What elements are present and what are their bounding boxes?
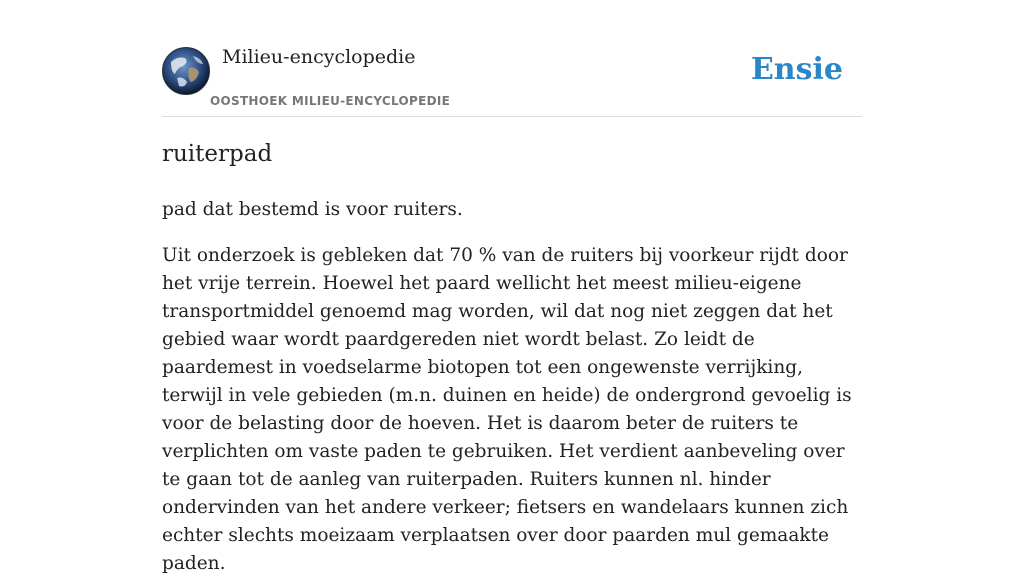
site-header xyxy=(162,44,862,117)
earth-globe-icon[interactable] xyxy=(162,47,210,95)
ensie-logo-link[interactable]: Ensie xyxy=(750,52,843,87)
article xyxy=(162,138,862,578)
article-body: Uit onderzoek is gebleken dat 70 % van de ruiters bij voorkeur rijdt door het vrije terrein. Hoewel het paard wellicht het meest milieu-eigene transportmiddel genoemd mag worden, wil dat nog niet zeggen dat het gebied waar wordt paardgereden niet wordt belast. Zo leidt de paardemest in voedselarme biotopen tot een ongewenste verrijking, terwijl in vele gebieden (m.n. duinen en heide) de ondergrond gevoelig is voor de belasting door de hoeven. Het is daarom beter de ruiters te verplichten om vaste paden te gebruiken. Het verdient aanbeveling over te gaan tot de aanleg van ruiterpaden. Ruiters kunnen nl. hinder ondervinden van het andere verkeer; fietsers en wandelaars kunnen zich echter slechts moeizaam verplaatsen over door paarden mul gemaakte paden. xyxy=(162,245,852,574)
article-term: ruiterpad xyxy=(162,141,273,167)
article-definition: pad dat bestemd is voor ruiters. xyxy=(162,199,463,220)
site-subtitle: OOSTHOEK MILIEU-ENCYCLOPEDIE xyxy=(210,94,451,108)
site-name[interactable]: Milieu-encyclopedie xyxy=(222,46,416,68)
